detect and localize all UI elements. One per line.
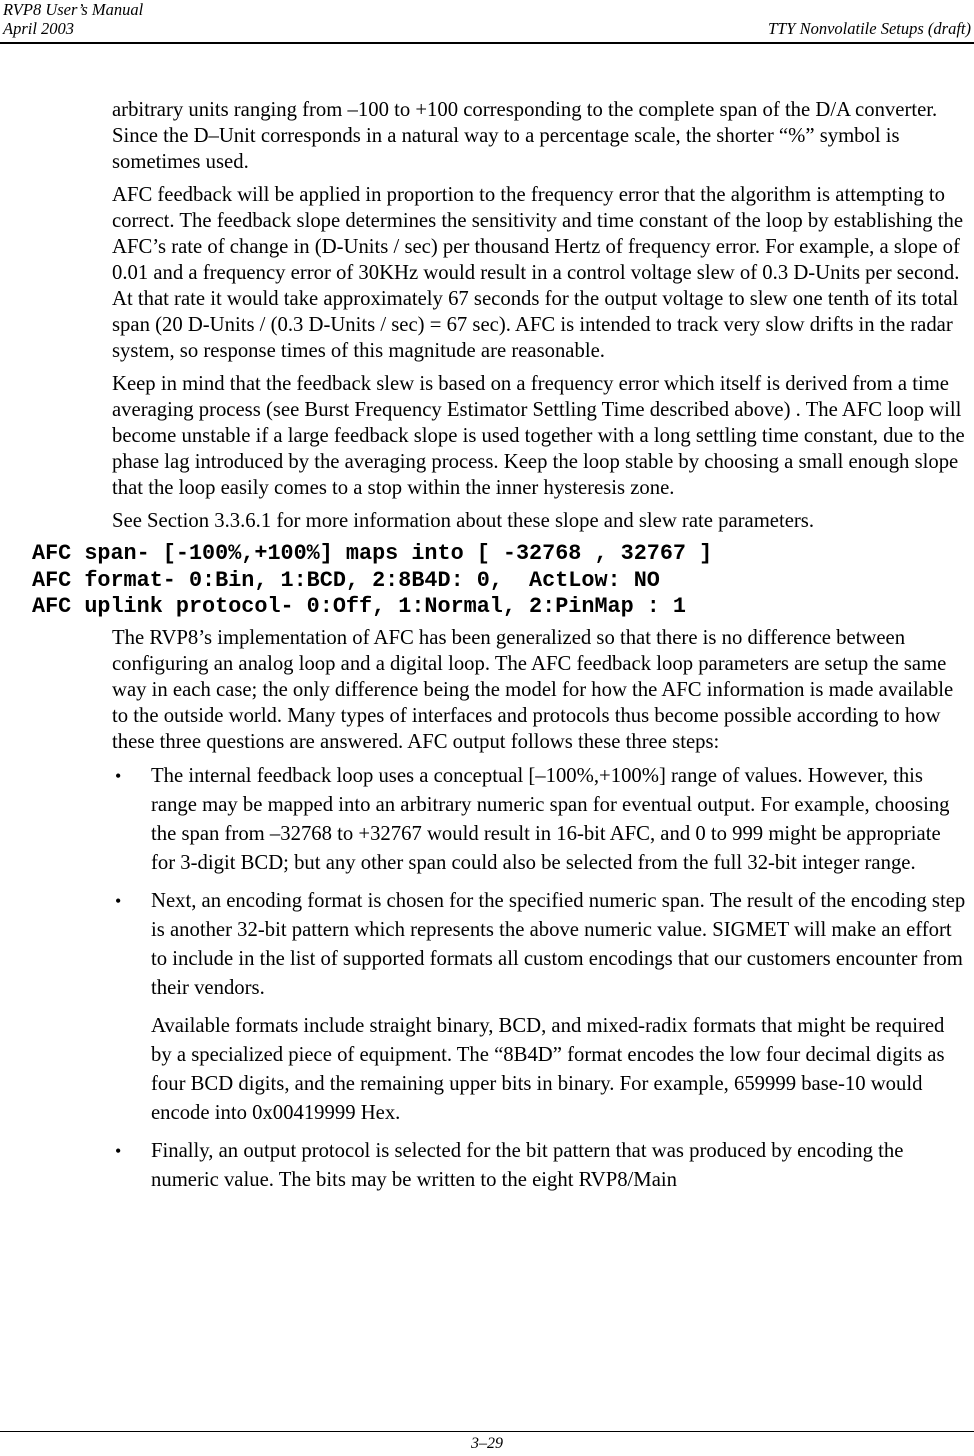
footer-rule [0,1431,974,1432]
page-header [0,0,974,46]
paragraph-feedback-slew: Keep in mind that the feedback slew is based on a frequency error which itself is derived from a time averaging process (see Burst Frequency Estimator Settling Time described above) . The AFC loop will become unstable if a large feedback slope is used together with a long settling time constant, due to the phase lag introduced by the averaging process. Keep the loop stable by choosing a small enough slope that the loop easily comes to a stop within the inner hysteresis zone. [112,373,965,499]
bullet-text: The internal feedback loop uses a conceptual [–100%,+100%] range of values. However, this range may be mapped into an arbitrary numeric span for eventual output. For example, choosing the span from –32768 to +32767 would result in 16-bit AFC, and 0 to 999 might be appropriate for 3-digit BCD; but any other span could also be selected from the full 32-bit integer range. [151,764,950,874]
bullet-icon: • [115,890,122,911]
bullet-icon: • [115,765,122,786]
bullet-item-encoding [115,887,969,1003]
tty-setup-lines [0,541,974,621]
header-left [3,0,143,38]
bullet-continuation-formats: Available formats include straight binary, BCD, and mixed-radix formats that might be required by a specialized piece of equipment. The “8B4D” format encodes the low four decimal digits as four BCD digits, and the remaining upper bits in binary. For example, 659999 base-10 would encode into 0x00419999 Hex. [151,1014,945,1124]
manual-title: RVP8 User’s Manual [3,0,144,19]
bullet-item-span [115,762,969,878]
tty-line-afc-format: AFC format- 0:Bin, 1:BCD, 2:8B4D: 0, ActLow: NO [32,567,660,593]
tty-line-afc-uplink-protocol: AFC uplink protocol- 0:Off, 1:Normal, 2:PinMap : 1 [32,594,687,619]
page-number: 3–29 [471,1435,503,1452]
paragraph-da-units: arbitrary units ranging from –100 to +100 corresponding to the complete span of the D/A converter. Since the D–Unit corresponds in a natural way to a percentage scale, the shorter “%” symbol is sometimes used. [112,99,938,173]
header-rule [0,42,974,44]
tty-line-afc-span: AFC span- [-100%,+100%] maps into [ -32768 , 32767 ] [32,541,713,566]
bullet-icon: • [115,1140,122,1161]
paragraph-afc-feedback: AFC feedback will be applied in proportion to the frequency error that the algorithm is attempting to correct. The feedback slope determines the sensitivity and time constant of the loop by establishing the AFC’s rate of change in (D-Units / sec) per thousand Hertz of frequency error. For example, a slope of 0.01 and a frequency error of 30KHz would result in a control voltage slew of 0.3 D-Units per second. At that rate it would take approximately 67 seconds for the output voltage to slew one tenth of its total span (20 D-Units / (0.3 D-Units / sec) = 67 sec). AFC is intended to track very slow drifts in the radar system, so response times of this magnitude are reasonable. [112,184,964,362]
section-title: TTY Nonvolatile Setups (draft) [767,19,971,38]
paragraph-afc-implementation: The RVP8’s implementation of AFC has been generalized so that there is no difference between configuring an analog loop and a digital loop. The AFC feedback loop parameters are setup the same way in each case; the only difference being the model for how the AFC information is made available to the outside world. Many types of interfaces and protocols thus become possible according to how these three questions are answered. AFC output follows these three steps: [112,626,954,753]
bullet-text: Finally, an output protocol is selected for the bit pattern that was produced by encoding the numeric value. The bits may be written to the eight RVP8/Main [151,1139,904,1191]
page-body [0,97,974,1204]
bullet-item-protocol [115,1137,969,1195]
manual-date: April 2003 [3,19,75,38]
paragraph-see-section: See Section 3.3.6.1 for more information about these slope and slew rate parameters. [112,510,815,532]
bullet-text: Next, an encoding format is chosen for the specified numeric span. The result of the encoding step is another 32-bit pattern which represents the above numeric value. SIGMET will make an effort to include in the list of supported formats all custom encodings that our customers encounter from their vendors. [151,889,966,999]
